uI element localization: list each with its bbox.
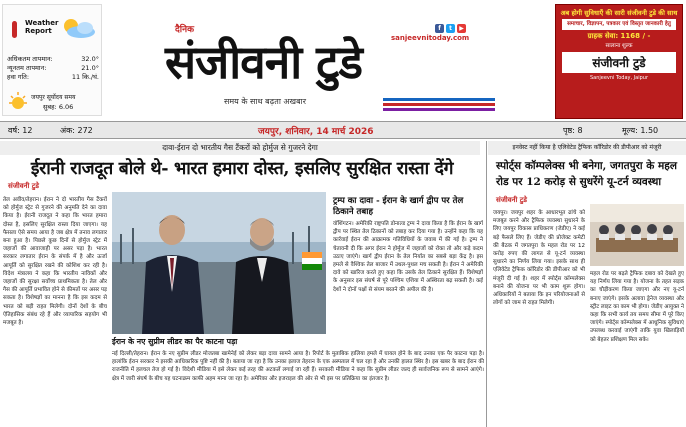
sunrise-value: सुबह: 6.06 — [43, 103, 74, 111]
side-headline[interactable]: ट्रम्प का दावा - ईरान के खार्ग द्वीप पर तेल ठिकाने तबाह — [333, 196, 464, 217]
ad-subtext: समाचार, विज्ञापन, पत्रकार एवं विस्तृत जानकारी हेतु — [562, 19, 676, 30]
social-icons — [435, 24, 466, 33]
date-bar — [0, 121, 686, 139]
weather-row: न्यूनतम तापमान: 21.0° — [7, 64, 99, 72]
sunrise-box — [7, 91, 101, 115]
ad-headline: अब होगी सुविधाएँ की सारी संजीवनी टुडे की साथ — [560, 9, 678, 17]
right-headline[interactable]: स्पोर्ट्स कॉम्पलेक्स भी बनेगा, जगतपुरा के महल रोड पर 12 करोड़ से सुधरेंगे यू-टर्न व्यवस्था — [496, 160, 677, 188]
ad-logo: संजीवनी टुडे — [562, 52, 676, 73]
year-label: वर्ष: 12 — [8, 126, 33, 135]
right-kicker: इनवेस्ट नहीं किया है एलिवेटेड ट्रैफिक कॉरिडोर की डीपीआर को मंजूरी — [488, 141, 686, 155]
right-body-col2: महल रोड पर बढ़ते ट्रैफिक दबाव को देखते हुए यह निर्णय लिया गया है। योजना के तहत सड़क का चौड़ीकरण किया जाएगा और नए यू-टर्न बनाए जाएंगे। इसके अलावा ड्रेनेज व्यवस्था और स्ट्रीट लाइट का काम भी होगा। जेडीए आयुक्त ने कहा कि सभी कार्य तय समय सीमा में पूरे किए जाएंगे। स्पोर्ट्स कॉम्पलेक्स में आधुनिक सुविधाएं उपलब्ध करवाई जाएंगी ताकि युवा खिलाड़ियों को बेहतर प्रशिक्षण मिल सके। — [590, 271, 684, 343]
weather-report — [2, 4, 102, 116]
newspaper-title: संजीवनी टुडे — [165, 35, 362, 89]
twitter-icon[interactable]: t — [446, 24, 455, 33]
lead-byline: संजीवनी टुडे — [8, 182, 40, 190]
decor-stripe — [383, 98, 495, 101]
lead-photo — [112, 192, 326, 334]
lead-kicker: दावा-ईरान दो भारतीय गैस टैंकरों को होर्मुज से गुजरने देगा — [0, 141, 480, 155]
sunrise-label: जयपुर सूर्योदय समय — [31, 94, 76, 101]
website-link[interactable]: sanjeevnitoday.com — [391, 34, 470, 42]
sunrise-icon — [7, 91, 29, 113]
decor-stripe — [383, 103, 495, 106]
side-body: वॉशिंगटन। अमेरिकी राष्ट्रपति डोनाल्ड ट्रम्प ने दावा किया है कि ईरान के खार्ग द्वीप पर स्थित तेल ठिकानों को तबाह कर दिया गया है। उन्होंने कहा कि यह कार्रवाई ईरान की आक्रामक गतिविधियों के जवाब में की गई है। ट्रम्प ने चेतावनी दी कि अगर ईरान ने होर्मुज में जहाजों को रोका तो और कड़े कदम उठाए जाएंगे। खार्ग द्वीप ईरान के तेल निर्यात का सबसे बड़ा केंद्र है। इस हमले से वैश्विक तेल बाजार में उथल-पुथल मच सकती है। ईरान ने अमेरिकी दावे को खारिज करते हुए कहा कि उसके तेल ठिकाने सुरक्षित हैं। विशेषज्ञों के अनुसार इस संघर्ष से पूरे पश्चिम एशिया में अस्थिरता बढ़ सकती है। कई देशों ने दोनों पक्षों से संयम बरतने की अपील की है। — [333, 221, 483, 293]
subscription-ad[interactable] — [555, 4, 683, 119]
ad-footer: Sanjeevni Today, Jaipur — [589, 75, 649, 81]
pages-label: पृष्ठ: 8 — [563, 126, 583, 135]
facebook-icon[interactable]: f — [435, 24, 444, 33]
weather-title: Weather Report — [25, 19, 59, 35]
side-story — [333, 196, 483, 356]
masthead — [165, 14, 495, 126]
right-byline: संजीवनी टुडे — [496, 196, 528, 204]
youtube-icon[interactable]: ▶ — [457, 24, 466, 33]
weather-row: अधिकतम तापमान: 32.0° — [7, 55, 99, 63]
ad-price: ग्राहक सेवा: 1168 / - — [587, 32, 651, 40]
partly-cloudy-icon — [59, 17, 97, 39]
decor-stripe — [383, 108, 495, 111]
photo-caption[interactable]: ईरान के नए सुप्रीम लीडर का पैर काटना पड़ा — [112, 337, 238, 346]
ad-fee-label: सालाना शुल्क — [605, 43, 633, 49]
column-divider — [486, 141, 487, 427]
lead-body-col1: तेल अवीव/तेहरान। ईरान ने दो भारतीय गैस टैंकरों को होर्मुज स्ट्रेट से गुजरने की अनुमति देने का दावा किया है। ईरानी राजदूत ने कहा कि भारत हमारा दोस्त है, इसलिए सुरक्षित रास्ता दिया जाएगा। यह फैसला ऐसे समय आया है जब क्षेत्र में तनाव लगातार बना हुआ है। पिछले कुछ दिनों से होर्मुज स्ट्रेट में जहाजों की आवाजाही पर असर पड़ा है। भारत सरकार लगातार ईरान के संपर्क में है और ऊर्जा आपूर्ति को सुरक्षित रखने की कोशिश कर रही है। विदेश मंत्रालय ने कहा कि भारतीय नाविकों और जहाजों की सुरक्षा सर्वोच्च प्राथमिकता है। तेल और गैस की आपूर्ति प्रभावित होने से कीमतों पर असर पड़ सकता है। विशेषज्ञों का मानना है कि इस कदम से भारत को बड़ी राहत मिलेगी। दोनों देशों के बीच ऐतिहासिक संबंध रहे हैं और व्यापारिक सहयोग भी मजबूत है। — [3, 197, 107, 327]
weather-rows — [7, 55, 101, 82]
lead-headline[interactable]: ईरानी राजदूत बोले थे- भारत हमारा दोस्त, इसलिए सुरक्षित रास्ता देंगे — [30, 159, 454, 179]
issue-label: अंक: 272 — [60, 126, 93, 135]
weather-row: हवा गति: 11 कि./घं. — [7, 73, 99, 81]
tagline: समय के साथ बढ़ता अखबार — [223, 97, 306, 106]
daily-label: दैनिक — [175, 25, 195, 35]
right-body-col1: जयपुर। जयपुर शहर के आधारभूत ढांचे को मजबूत करने और ट्रैफिक व्यवस्था सुधारने के लिए जयपुर विकास प्राधिकरण (जेडीए) ने कई बड़े फैसले लिए हैं। जेडीए की प्रोजेक्ट कमेटी की बैठक में जगतपुरा के महल रोड पर 12 करोड़ रुपए की लागत से यू-टर्न व्यवस्था सुधारने का निर्णय लिया गया। इसके साथ ही एलिवेटेड ट्रैफिक कॉरिडोर की डीपीआर को भी मंजूरी दी गई है। शहर में स्पोर्ट्स कॉम्पलेक्स बनाने की योजना पर भी काम शुरू होगा। अधिकारियों ने बताया कि इन परियोजनाओं से लोगों को जाम से राहत मिलेगी। — [493, 210, 585, 307]
price-label: मूल्य: 1.50 — [622, 126, 659, 135]
lead-body-col2: नई दिल्ली/तेहरान। ईरान के नए सुप्रीम लीडर मोजतबा खामेनेई को लेकर बड़ा दावा सामने आया है। रिपोर्ट के मुताबिक हालिया हमले में घायल होने के बाद उनका एक पैर काटना पड़ा है। हालांकि ईरान सरकार ने इसकी आधिकारिक पुष्टि नहीं की है। बताया जा रहा है कि उनका इलाज तेहरान के एक अस्पताल में चल रहा है और उनकी हालत स्थिर है। इस खबर के बाद ईरान की राजनीति में हलचल तेज हो गई है। विदेशी मीडिया में इसे लेकर कई तरह की अटकलें लगाई जा रही हैं। सरकारी मीडिया ने कहा कि सुप्रीम लीडर जल्द ही सार्वजनिक रूप से सामने आएंगे। क्षेत्र में जारी संघर्ष के बीच यह घटनाक्रम काफी अहम माना जा रहा है। अमेरिका और इजराइल की ओर से भी इस पर प्रतिक्रिया का इंतजार है। — [112, 351, 484, 382]
thermometer-icon — [12, 21, 17, 38]
right-photo — [590, 204, 684, 266]
date-label: जयपुर, शनिवार, 14 मार्च 2026 — [258, 127, 374, 137]
